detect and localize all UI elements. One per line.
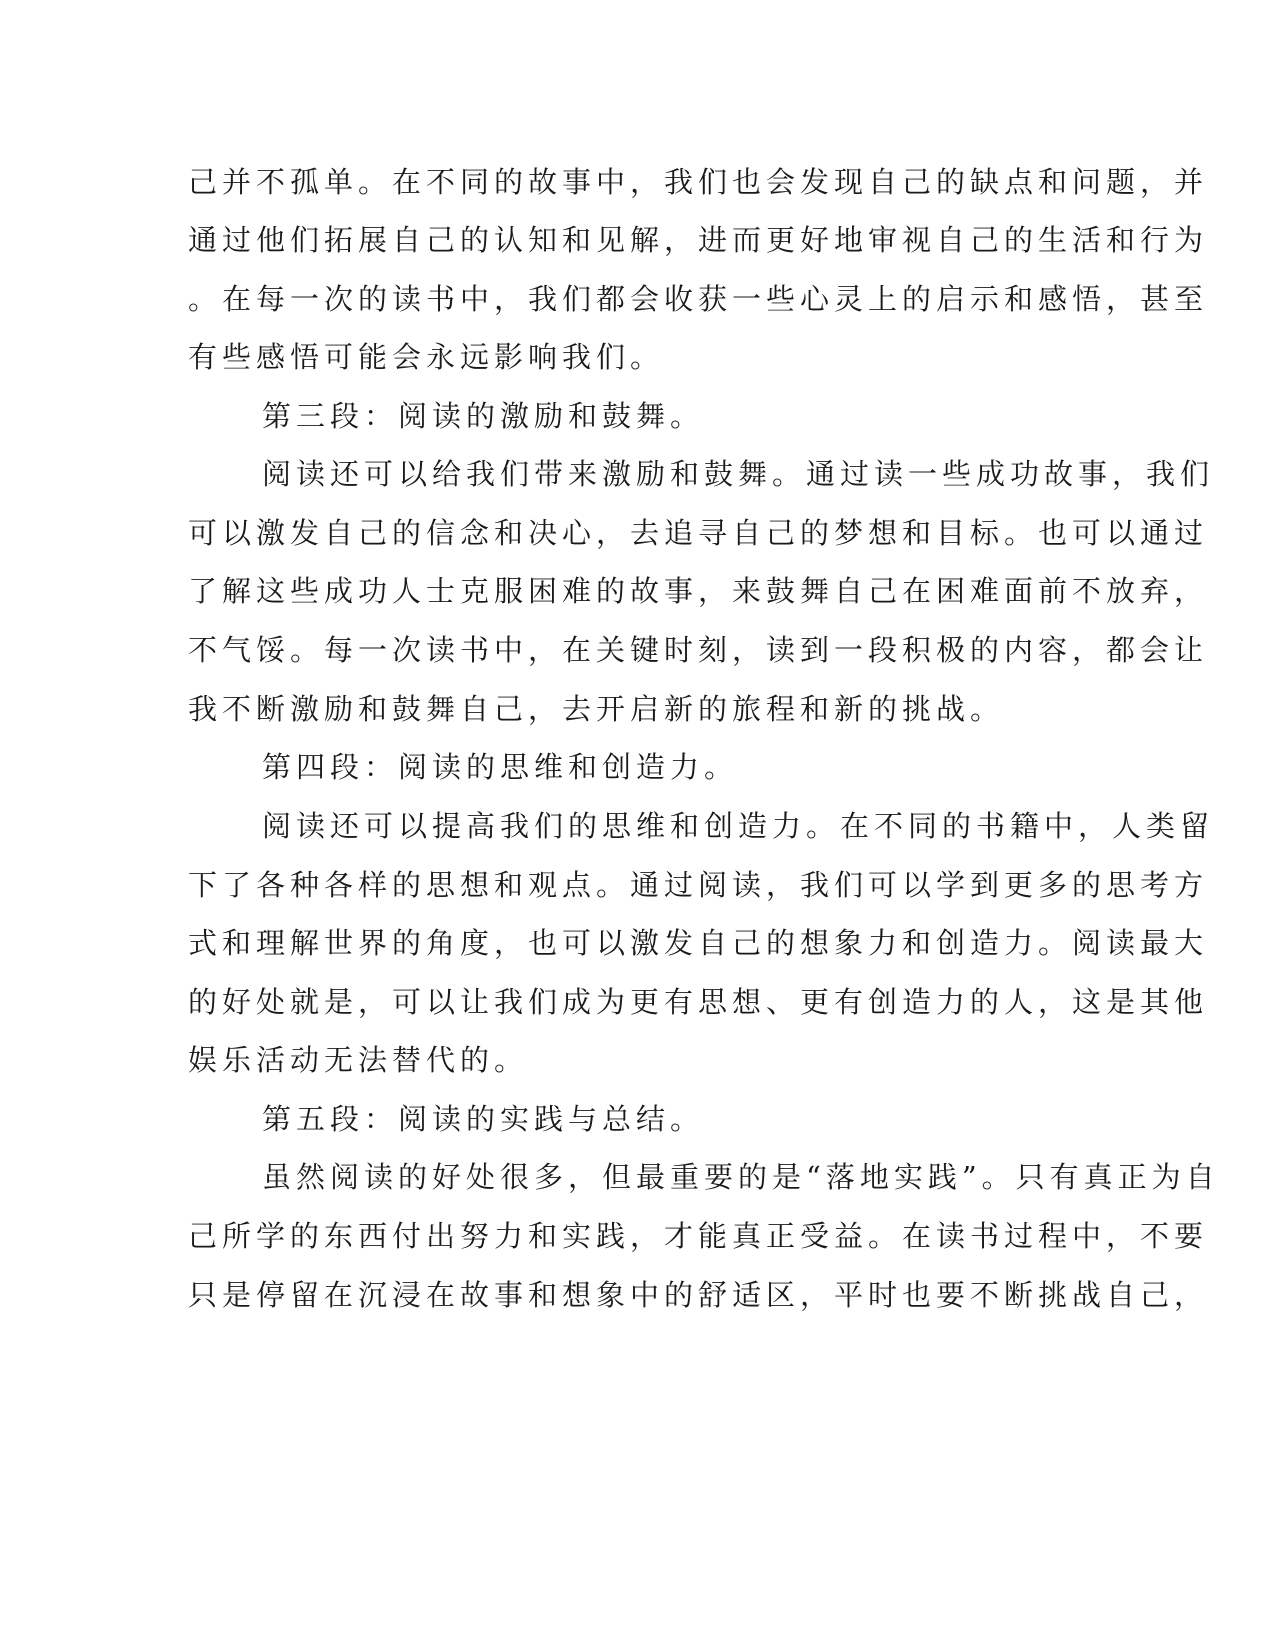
text-line: 下了各种各样的思想和观点。通过阅读，我们可以学到更多的思考方	[188, 868, 1209, 902]
text-line: 只是停留在沉浸在故事和想象中的舒适区，平时也要不断挑战自己，	[188, 1278, 1209, 1312]
text-line: 可以激发自己的信念和决心，去追寻自己的梦想和目标。也可以通过	[188, 516, 1209, 550]
section-heading: 第三段：阅读的激励和鼓舞。	[262, 399, 705, 433]
text-line: 了解这些成功人士克服困难的故事，来鼓舞自己在困难面前不放弃，	[188, 574, 1209, 608]
text-line: 通过他们拓展自己的认知和见解，进而更好地审视自己的生活和行为	[188, 223, 1209, 257]
text-line: 己所学的东西付出努力和实践，才能真正受益。在读书过程中，不要	[188, 1219, 1209, 1253]
section-heading: 第五段：阅读的实践与总结。	[262, 1102, 705, 1136]
text-line: 式和理解世界的角度，也可以激发自己的想象力和创造力。阅读最大	[188, 926, 1209, 960]
text-line: 我不断激励和鼓舞自己，去开启新的旅程和新的挑战。	[188, 692, 1005, 726]
text-line: 己并不孤单。在不同的故事中，我们也会发现自己的缺点和问题，并	[188, 165, 1209, 199]
text-line: 的好处就是，可以让我们成为更有思想、更有创造力的人，这是其他	[188, 985, 1209, 1019]
section-heading: 第四段：阅读的思维和创造力。	[262, 750, 739, 784]
text-line: 阅读还可以提高我们的思维和创造力。在不同的书籍中，人类留	[262, 809, 1215, 843]
text-line: 不气馁。每一次读书中，在关键时刻，读到一段积极的内容，都会让	[188, 633, 1209, 667]
text-line: 虽然阅读的好处很多，但最重要的是“落地实践”。只有真正为自	[262, 1160, 1220, 1194]
text-line: 阅读还可以给我们带来激励和鼓舞。通过读一些成功故事，我们	[262, 457, 1215, 491]
text-line: 娱乐活动无法替代的。	[188, 1043, 529, 1077]
text-line: 有些感悟可能会永远影响我们。	[188, 340, 665, 374]
text-line: 。在每一次的读书中，我们都会收获一些心灵上的启示和感悟，甚至	[188, 282, 1209, 316]
